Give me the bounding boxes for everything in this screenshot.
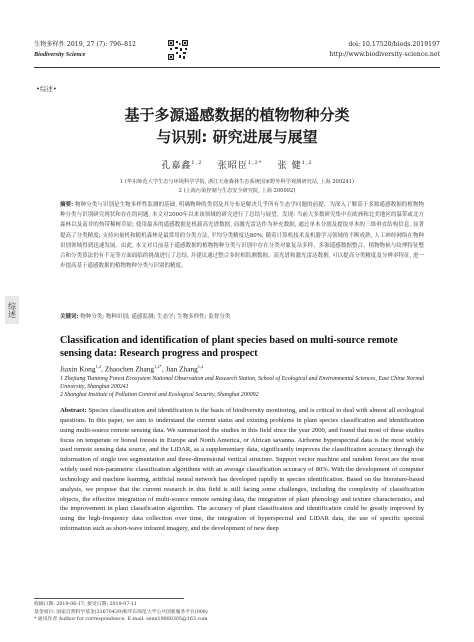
header-divider — [34, 67, 440, 68]
english-abstract-text: Species classification and identification is the basis of biodiversity monitoring, and is critical to deal with almost all ecological questions. In this paper, we aim to understand the current status and existing problems in plant species classification and identification using multi-source remote sensing data. We summarized the studies in this field since the year 2000, and found that most of these studies focus on temperate or boreal forests in Europe and North America, or African savanna. Airborne hyperspectral data is the most widely used remote sensing data source, and the LiDAR, as a supplementary data, significantly improves the classification accuracy through the information of single tree segmentation and three-dimensional vertical structure. Support vector machine and random forest are the most widely used non-parametric classification algorithms with an average classification accuracy of 80%. With the development of computer technology and machine learning, artificial neural network has developed rapidly in species identification. Based on the literature-based analysis, we propose that the current research in this field is still facing some challenges, including the complexity of classification objects, the effective integration of multi-source remote sensing data, the integration of plant phenology and texture characteristics, and the improvement in plant classification algorithm. The accuracy of plant classification and identification could be greatly improved by using the high-frequency data collection over time, the integration of hyperspectral and LiDAR data, the use of specific spectral information such as short-wave infrared imagery, and the development of new deep — [60, 407, 425, 533]
author-affiliation-mark: 1,2 — [197, 364, 204, 369]
qr-code-icon — [168, 40, 188, 60]
journal-website-link[interactable]: http://www.biodiversity-science.net — [329, 51, 440, 58]
chinese-affiliation-1: 1 (华东师范大学生态与环境科学学院, 浙江天童森林生态系统国家野外科学观测研究站, 上海 200241) — [119, 179, 355, 185]
journal-header-left — [34, 40, 136, 60]
chinese-keywords — [60, 312, 424, 320]
english-title: Classification and identification of plant species based on multi-source remote sensing data: Research progress and prospect — [60, 335, 398, 359]
english-authors: Jiaxin Kong$^{1,2}$, Zhaochen Zhang$^{1,2*}$, Jian Zhang$^{1,2}$ — [60, 364, 204, 374]
chinese-abstract — [60, 200, 424, 271]
doi-text: doi: 10.17520/biods.2019197 — [348, 41, 440, 48]
author-affiliation-mark: 1,2 — [191, 160, 203, 166]
chinese-keywords-text: 物种分类; 物种识别; 遥感监测; 生态学; 生物多样性; 监督分类 — [80, 314, 231, 320]
english-abstract — [60, 406, 424, 534]
chinese-authors — [0, 158, 474, 171]
author-name: Jiaxin Kong — [60, 364, 96, 374]
author-name: 张昭臣 — [217, 161, 248, 171]
chinese-title-line2: 与识别: 研究进展与展望 — [156, 128, 318, 146]
chinese-abstract-label: 摘要: — [60, 202, 74, 208]
received-date: 收稿日期: 2019-06-17; 接受日期: 2019-07-11 — [34, 602, 138, 607]
chinese-title-line1: 基于多源遥感数据的植物物种分类 — [124, 106, 350, 124]
english-abstract-label: Abstract: — [60, 407, 87, 414]
chinese-keywords-label: 关键词: — [60, 314, 79, 320]
chinese-title — [0, 104, 474, 148]
author-affiliation-mark: 1,2 — [301, 160, 313, 166]
author-affiliation-mark: 1,2* — [247, 160, 263, 166]
journal-name: Biodiversity Science — [34, 51, 86, 58]
section-label: •综述• — [36, 85, 57, 93]
author-affiliation-mark: 1,2 — [95, 364, 102, 369]
footnote-divider — [34, 598, 184, 599]
author-affiliation-mark: 1,2* — [154, 364, 162, 369]
english-affiliation-1: 1 Zhejiang Tiantong Forest Ecosystem National Observation and Research Station, School of Ecological and Environmental Sciences, East China Normal University, Shanghai 200241 — [60, 376, 425, 391]
chinese-abstract-text: 物种分类与识别是生物多样性监测的基础, 明确物种的类别及其分布是解决几乎所有生态学问题的前提。为深入了解基于多源遥感数据的植物物种分类与识别研究现状和存在的问题, 本文对2000年以来该领域的研究进行了总结与展望。发现: 当前大多数研究集中在欧洲和北美地区的温带或北方森林以及南非的热带稀树草原; 使用最多的遥感数据是机载高光谱数据, 而激光雷达作为补充数据, 通过单木分割及提取单木的三维垂直结构信息, 显著提高了分类精度; 支持向量机和随机森林是最常用的分类方法, 平均分类精度达80%; 随着计算机技术及机器学习领域的不断成熟, 人工神经网络在物种识别领域得到迅速发展。由此, 本文对目前基于遥感数据的植物物种分类与识别中存在分类对象复杂多样、多源遥感数据整合、植物物候与纹理特征整合和分类算法仍有不足等方面面临的挑战进行了总结, 并建议通过整合多时相监测数据、高光谱和激光雷达数据, 可以提高分类精度及分辨率特征, 进一步提高基于遥感数据的植物物种分类与识别的精度。 — [60, 202, 425, 270]
corresponding-author: * 通讯作者 Author for correspondence. E-mail: sean19880305@163.com — [34, 617, 208, 623]
journal-citation: 生物多样性 2019, 27 (7): 796–812 — [34, 41, 136, 48]
funding-note: 基金项目: 国家自然科学基金(31670439)和华东师范大学公共创新服务平台(008) — [34, 609, 208, 615]
author-name: 张 健 — [277, 161, 302, 171]
chinese-affiliation-2: 2 (上海污染控制与生态安全研究院, 上海 200092) — [178, 188, 296, 194]
english-affiliation-2: 2 Shanghai Institute of Pollution Control and Ecological Security, Shanghai 200092 — [60, 392, 259, 399]
section-side-tab — [5, 296, 19, 324]
journal-header-right — [329, 40, 440, 60]
author-name: Zhaochen Zhang — [104, 364, 154, 374]
chinese-affiliations — [0, 178, 474, 196]
section-side-tab-label: 综述 — [7, 302, 17, 318]
english-affiliations — [60, 375, 430, 400]
author-name: Jian Zhang — [165, 364, 198, 374]
author-name: 孔嘉鑫 — [161, 161, 192, 171]
footnotes — [34, 601, 434, 624]
